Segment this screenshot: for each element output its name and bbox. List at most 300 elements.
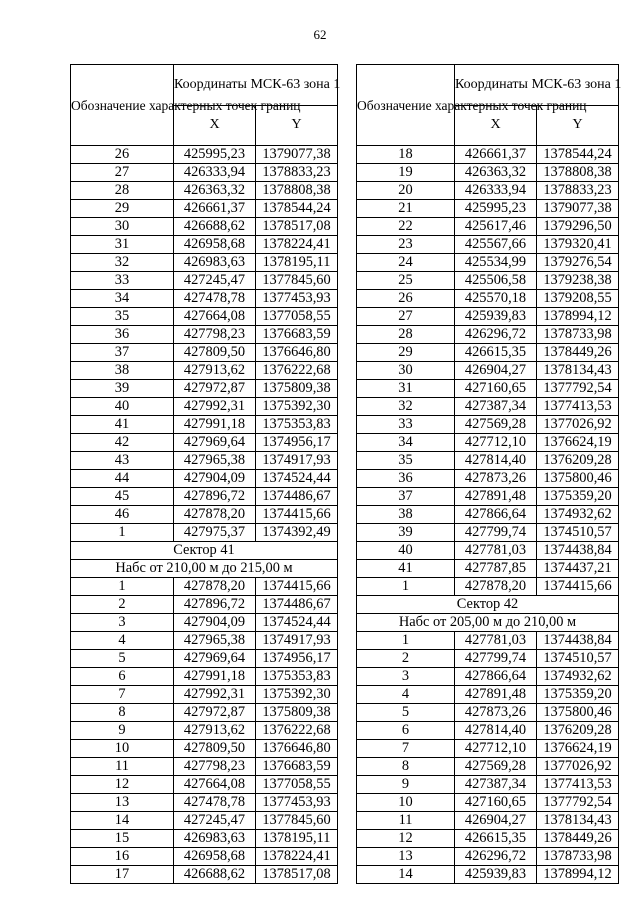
point-number: 29 xyxy=(71,200,174,218)
table-row xyxy=(357,416,619,434)
y-coordinate: 1374438,84 xyxy=(537,542,619,560)
table-row xyxy=(357,560,619,578)
y-coordinate: 1377792,54 xyxy=(537,794,619,812)
point-number: 30 xyxy=(357,362,455,380)
x-coordinate: 426333,94 xyxy=(174,164,256,182)
x-coordinate: 425995,23 xyxy=(455,200,537,218)
table-row xyxy=(71,164,338,182)
point-number: 4 xyxy=(71,632,174,650)
table-row xyxy=(71,344,338,362)
x-coordinate: 425617,46 xyxy=(455,218,537,236)
designation-header: Обозначение характерных точек границ xyxy=(71,65,174,146)
x-coordinate: 427781,03 xyxy=(455,632,537,650)
y-coordinate: 1378224,41 xyxy=(256,236,338,254)
x-coordinate: 427798,23 xyxy=(174,326,256,344)
point-number: 30 xyxy=(71,218,174,236)
x-coordinate: 427975,37 xyxy=(174,524,256,542)
point-number: 18 xyxy=(357,146,455,164)
table-row xyxy=(357,308,619,326)
x-coordinate: 426983,63 xyxy=(174,830,256,848)
point-number: 22 xyxy=(357,218,455,236)
y-coordinate: 1375353,83 xyxy=(256,668,338,686)
x-coordinate: 427878,20 xyxy=(174,506,256,524)
y-coordinate: 1375353,83 xyxy=(256,416,338,434)
point-number: 8 xyxy=(71,704,174,722)
coordinates-table-left xyxy=(70,64,341,884)
x-coordinate: 427878,20 xyxy=(455,578,537,596)
point-number: 38 xyxy=(357,506,455,524)
point-number: 9 xyxy=(71,722,174,740)
y-coordinate: 1377792,54 xyxy=(537,380,619,398)
y-coordinate: 1374524,44 xyxy=(256,470,338,488)
x-coordinate: 427664,08 xyxy=(174,776,256,794)
y-coordinate: 1374415,66 xyxy=(256,578,338,596)
point-number: 28 xyxy=(357,326,455,344)
y-coordinate: 1375392,30 xyxy=(256,398,338,416)
point-number: 21 xyxy=(357,200,455,218)
x-coordinate: 427896,72 xyxy=(174,596,256,614)
section-label: Набс от 205,00 м до 210,00 м xyxy=(357,614,619,632)
section-label: Сектор 41 xyxy=(71,542,338,560)
x-coordinate: 427891,48 xyxy=(455,686,537,704)
section-label: Сектор 42 xyxy=(357,596,619,614)
point-number: 3 xyxy=(71,614,174,632)
x-coordinate: 426615,35 xyxy=(455,344,537,362)
y-coordinate: 1378195,11 xyxy=(256,254,338,272)
point-number: 26 xyxy=(357,290,455,308)
y-coordinate: 1376624,19 xyxy=(537,740,619,758)
table-row xyxy=(357,758,619,776)
point-number: 36 xyxy=(357,470,455,488)
y-coordinate: 1375809,38 xyxy=(256,704,338,722)
y-coordinate: 1376222,68 xyxy=(256,722,338,740)
x-coordinate: 427569,28 xyxy=(455,416,537,434)
table-row xyxy=(357,650,619,668)
point-number: 10 xyxy=(357,794,455,812)
table-row xyxy=(71,398,338,416)
section-row xyxy=(357,614,619,632)
point-number: 6 xyxy=(357,722,455,740)
x-coordinate: 427814,40 xyxy=(455,452,537,470)
point-number: 1 xyxy=(357,578,455,596)
y-coordinate: 1374486,67 xyxy=(256,596,338,614)
point-number: 24 xyxy=(357,254,455,272)
point-number: 34 xyxy=(71,290,174,308)
table-row xyxy=(357,686,619,704)
y-coordinate: 1378517,08 xyxy=(256,866,338,884)
y-coordinate: 1376646,80 xyxy=(256,740,338,758)
y-coordinate: 1378449,26 xyxy=(537,344,619,362)
x-coordinate: 427878,20 xyxy=(174,578,256,596)
point-number: 15 xyxy=(71,830,174,848)
x-coordinate: 427245,47 xyxy=(174,812,256,830)
x-coordinate: 425534,99 xyxy=(455,254,537,272)
x-coordinate: 426363,32 xyxy=(174,182,256,200)
y-coordinate: 1374956,17 xyxy=(256,650,338,668)
point-number: 35 xyxy=(71,308,174,326)
point-number: 41 xyxy=(71,416,174,434)
point-number: 27 xyxy=(357,308,455,326)
table-row xyxy=(357,848,619,866)
table-row xyxy=(71,722,338,740)
table-row xyxy=(357,740,619,758)
y-coordinate: 1376683,59 xyxy=(256,326,338,344)
point-number: 20 xyxy=(357,182,455,200)
y-coordinate: 1379320,41 xyxy=(537,236,619,254)
table-row xyxy=(357,146,619,164)
x-coordinate: 427969,64 xyxy=(174,434,256,452)
table-row xyxy=(357,236,619,254)
point-number: 2 xyxy=(71,596,174,614)
x-coordinate: 427478,78 xyxy=(174,290,256,308)
page-number: 62 xyxy=(313,27,327,42)
x-coordinate: 427866,64 xyxy=(455,668,537,686)
point-number: 43 xyxy=(71,452,174,470)
coordinates-header: Координаты МСК-63 зона 1 xyxy=(174,65,338,106)
point-number: 4 xyxy=(357,686,455,704)
table-row xyxy=(357,704,619,722)
point-number: 34 xyxy=(357,434,455,452)
point-number: 10 xyxy=(71,740,174,758)
x-coordinate: 427245,47 xyxy=(174,272,256,290)
x-coordinate: 427781,03 xyxy=(455,542,537,560)
table-row xyxy=(71,812,338,830)
y-coordinate: 1377026,92 xyxy=(537,416,619,434)
y-coordinate: 1375392,30 xyxy=(256,686,338,704)
point-number: 5 xyxy=(71,650,174,668)
x-coordinate: 427160,65 xyxy=(455,380,537,398)
x-coordinate: 427569,28 xyxy=(455,758,537,776)
x-coordinate: 426661,37 xyxy=(455,146,537,164)
x-coordinate: 427160,65 xyxy=(455,794,537,812)
y-coordinate: 1378544,24 xyxy=(537,146,619,164)
y-coordinate: 1377845,60 xyxy=(256,272,338,290)
y-coordinate: 1376646,80 xyxy=(256,344,338,362)
y-coordinate: 1375800,46 xyxy=(537,470,619,488)
y-coordinate: 1376683,59 xyxy=(256,758,338,776)
x-coordinate: 427478,78 xyxy=(174,794,256,812)
point-number: 35 xyxy=(357,452,455,470)
y-coordinate: 1378134,43 xyxy=(537,812,619,830)
table-row xyxy=(71,326,338,344)
x-coordinate: 427972,87 xyxy=(174,704,256,722)
point-number: 33 xyxy=(357,416,455,434)
x-coordinate: 427904,09 xyxy=(174,614,256,632)
point-number: 26 xyxy=(71,146,174,164)
table-row xyxy=(71,866,338,884)
x-coordinate: 426958,68 xyxy=(174,236,256,254)
section-row xyxy=(71,560,338,578)
point-number: 11 xyxy=(71,758,174,776)
x-coordinate: 427387,34 xyxy=(455,398,537,416)
y-coordinate: 1376209,28 xyxy=(537,722,619,740)
x-coordinate: 426904,27 xyxy=(455,362,537,380)
point-number: 2 xyxy=(357,650,455,668)
table-row xyxy=(357,434,619,452)
y-coordinate: 1375809,38 xyxy=(256,380,338,398)
table-row xyxy=(71,614,338,632)
table-row xyxy=(357,668,619,686)
y-coordinate: 1375800,46 xyxy=(537,704,619,722)
x-coordinate: 427814,40 xyxy=(455,722,537,740)
point-number: 44 xyxy=(71,470,174,488)
point-number: 14 xyxy=(71,812,174,830)
x-coordinate: 426661,37 xyxy=(174,200,256,218)
y-coordinate: 1378517,08 xyxy=(256,218,338,236)
table-row xyxy=(357,722,619,740)
y-coordinate: 1374524,44 xyxy=(256,614,338,632)
table-row xyxy=(357,776,619,794)
x-coordinate: 427799,74 xyxy=(455,524,537,542)
table-row xyxy=(71,830,338,848)
point-number: 27 xyxy=(71,164,174,182)
x-coordinate: 427798,23 xyxy=(174,758,256,776)
table-row xyxy=(357,578,619,596)
table-row xyxy=(71,434,338,452)
x-coordinate: 426904,27 xyxy=(455,812,537,830)
y-coordinate: 1379077,38 xyxy=(537,200,619,218)
y-coordinate: 1377453,93 xyxy=(256,290,338,308)
table-row xyxy=(71,776,338,794)
point-number: 31 xyxy=(357,380,455,398)
y-coordinate: 1378224,41 xyxy=(256,848,338,866)
table-row xyxy=(71,416,338,434)
x-coordinate: 427904,09 xyxy=(174,470,256,488)
x-coordinate: 426296,72 xyxy=(455,326,537,344)
point-number: 19 xyxy=(357,164,455,182)
table-row xyxy=(357,218,619,236)
x-coordinate: 427972,87 xyxy=(174,380,256,398)
y-coordinate: 1378808,38 xyxy=(537,164,619,182)
table-row xyxy=(71,848,338,866)
y-coordinate: 1376222,68 xyxy=(256,362,338,380)
section-row xyxy=(71,542,338,560)
table-row xyxy=(71,758,338,776)
table-row xyxy=(357,344,619,362)
point-number: 25 xyxy=(357,272,455,290)
table-row xyxy=(71,704,338,722)
section-row xyxy=(357,596,619,614)
table-row xyxy=(357,380,619,398)
x-coordinate: 427387,34 xyxy=(455,776,537,794)
point-number: 8 xyxy=(357,758,455,776)
y-coordinate: 1379208,55 xyxy=(537,290,619,308)
point-number: 28 xyxy=(71,182,174,200)
table-row xyxy=(357,326,619,344)
x-coordinate: 425570,18 xyxy=(455,290,537,308)
point-number: 46 xyxy=(71,506,174,524)
table-row xyxy=(357,398,619,416)
x-coordinate: 426296,72 xyxy=(455,848,537,866)
y-header: Y xyxy=(256,105,338,146)
point-number: 29 xyxy=(357,344,455,362)
x-coordinate: 425506,58 xyxy=(455,272,537,290)
x-coordinate: 427799,74 xyxy=(455,650,537,668)
point-number: 13 xyxy=(71,794,174,812)
x-coordinate: 426688,62 xyxy=(174,866,256,884)
x-coordinate: 427965,38 xyxy=(174,632,256,650)
table-row xyxy=(71,308,338,326)
point-number: 17 xyxy=(71,866,174,884)
x-coordinate: 427965,38 xyxy=(174,452,256,470)
y-coordinate: 1374392,49 xyxy=(256,524,338,542)
x-coordinate: 426363,32 xyxy=(455,164,537,182)
x-coordinate: 426983,63 xyxy=(174,254,256,272)
y-coordinate: 1374932,62 xyxy=(537,668,619,686)
x-coordinate: 427712,10 xyxy=(455,740,537,758)
x-coordinate: 427992,31 xyxy=(174,686,256,704)
table-row xyxy=(71,506,338,524)
table-row xyxy=(71,668,338,686)
point-number: 1 xyxy=(71,524,174,542)
y-coordinate: 1376209,28 xyxy=(537,452,619,470)
point-number: 37 xyxy=(71,344,174,362)
y-coordinate: 1374932,62 xyxy=(537,506,619,524)
y-coordinate: 1374917,93 xyxy=(256,452,338,470)
point-number: 32 xyxy=(71,254,174,272)
table-row xyxy=(71,290,338,308)
table-row xyxy=(357,254,619,272)
table-row xyxy=(357,812,619,830)
point-number: 41 xyxy=(357,560,455,578)
table-row xyxy=(357,866,619,884)
y-coordinate: 1378544,24 xyxy=(256,200,338,218)
x-coordinate: 427913,62 xyxy=(174,722,256,740)
y-coordinate: 1378449,26 xyxy=(537,830,619,848)
x-coordinate: 427913,62 xyxy=(174,362,256,380)
table-row xyxy=(71,794,338,812)
point-number: 1 xyxy=(71,578,174,596)
designation-header: Обозначение характерных точек границ xyxy=(357,65,455,146)
x-coordinate: 427896,72 xyxy=(174,488,256,506)
point-number: 31 xyxy=(71,236,174,254)
x-coordinate: 427891,48 xyxy=(455,488,537,506)
y-coordinate: 1374956,17 xyxy=(256,434,338,452)
x-coordinate: 427866,64 xyxy=(455,506,537,524)
x-coordinate: 427712,10 xyxy=(455,434,537,452)
y-header: Y xyxy=(537,105,619,146)
point-number: 9 xyxy=(357,776,455,794)
y-coordinate: 1379077,38 xyxy=(256,146,338,164)
table-row xyxy=(71,182,338,200)
point-number: 36 xyxy=(71,326,174,344)
table-row xyxy=(71,650,338,668)
y-coordinate: 1375359,20 xyxy=(537,488,619,506)
x-header: X xyxy=(455,105,537,146)
table-row xyxy=(71,272,338,290)
y-coordinate: 1378195,11 xyxy=(256,830,338,848)
table-row xyxy=(357,830,619,848)
y-coordinate: 1379296,50 xyxy=(537,218,619,236)
y-coordinate: 1374510,57 xyxy=(537,650,619,668)
table-row xyxy=(71,146,338,164)
x-coordinate: 426958,68 xyxy=(174,848,256,866)
x-coordinate: 426615,35 xyxy=(455,830,537,848)
point-number: 39 xyxy=(71,380,174,398)
y-coordinate: 1378994,12 xyxy=(537,866,619,884)
point-number: 23 xyxy=(357,236,455,254)
table-row xyxy=(357,200,619,218)
table-row xyxy=(71,632,338,650)
x-coordinate: 427873,26 xyxy=(455,470,537,488)
x-coordinate: 427992,31 xyxy=(174,398,256,416)
y-coordinate: 1374486,67 xyxy=(256,488,338,506)
table-row xyxy=(357,470,619,488)
y-coordinate: 1378833,23 xyxy=(537,182,619,200)
y-coordinate: 1375359,20 xyxy=(537,686,619,704)
point-number: 32 xyxy=(357,398,455,416)
table-row xyxy=(71,524,338,542)
table-row xyxy=(71,254,338,272)
point-number: 12 xyxy=(357,830,455,848)
table-row xyxy=(71,236,338,254)
point-number: 6 xyxy=(71,668,174,686)
point-number: 11 xyxy=(357,812,455,830)
coordinates-header: Координаты МСК-63 зона 1 xyxy=(455,65,619,106)
point-number: 14 xyxy=(357,866,455,884)
point-number: 16 xyxy=(71,848,174,866)
y-coordinate: 1379276,54 xyxy=(537,254,619,272)
table-row xyxy=(357,362,619,380)
x-coordinate: 426333,94 xyxy=(455,182,537,200)
table-row xyxy=(71,200,338,218)
y-coordinate: 1379238,38 xyxy=(537,272,619,290)
x-coordinate: 427969,64 xyxy=(174,650,256,668)
table-row xyxy=(357,290,619,308)
point-number: 33 xyxy=(71,272,174,290)
y-coordinate: 1378733,98 xyxy=(537,326,619,344)
y-coordinate: 1374415,66 xyxy=(537,578,619,596)
point-number: 5 xyxy=(357,704,455,722)
y-coordinate: 1377845,60 xyxy=(256,812,338,830)
y-coordinate: 1378994,12 xyxy=(537,308,619,326)
table-row xyxy=(71,470,338,488)
x-coordinate: 427991,18 xyxy=(174,668,256,686)
point-number: 45 xyxy=(71,488,174,506)
coordinates-table-right xyxy=(356,64,622,884)
x-coordinate: 425939,83 xyxy=(455,308,537,326)
y-coordinate: 1377413,53 xyxy=(537,776,619,794)
y-coordinate: 1378733,98 xyxy=(537,848,619,866)
y-coordinate: 1377058,55 xyxy=(256,308,338,326)
y-coordinate: 1376624,19 xyxy=(537,434,619,452)
x-coordinate: 427809,50 xyxy=(174,740,256,758)
y-coordinate: 1374917,93 xyxy=(256,632,338,650)
table-row xyxy=(71,452,338,470)
point-number: 39 xyxy=(357,524,455,542)
table-row xyxy=(357,542,619,560)
table-row xyxy=(71,596,338,614)
y-coordinate: 1377058,55 xyxy=(256,776,338,794)
table-row xyxy=(357,164,619,182)
table-row xyxy=(357,272,619,290)
x-coordinate: 427664,08 xyxy=(174,308,256,326)
table-row xyxy=(357,182,619,200)
y-coordinate: 1374415,66 xyxy=(256,506,338,524)
y-coordinate: 1377413,53 xyxy=(537,398,619,416)
y-coordinate: 1378134,43 xyxy=(537,362,619,380)
table-row xyxy=(357,794,619,812)
table-row xyxy=(71,362,338,380)
x-header: X xyxy=(174,105,256,146)
y-coordinate: 1377453,93 xyxy=(256,794,338,812)
table-row xyxy=(71,686,338,704)
point-number: 42 xyxy=(71,434,174,452)
point-number: 40 xyxy=(71,398,174,416)
table-row xyxy=(357,524,619,542)
point-number: 7 xyxy=(71,686,174,704)
table-row xyxy=(71,380,338,398)
